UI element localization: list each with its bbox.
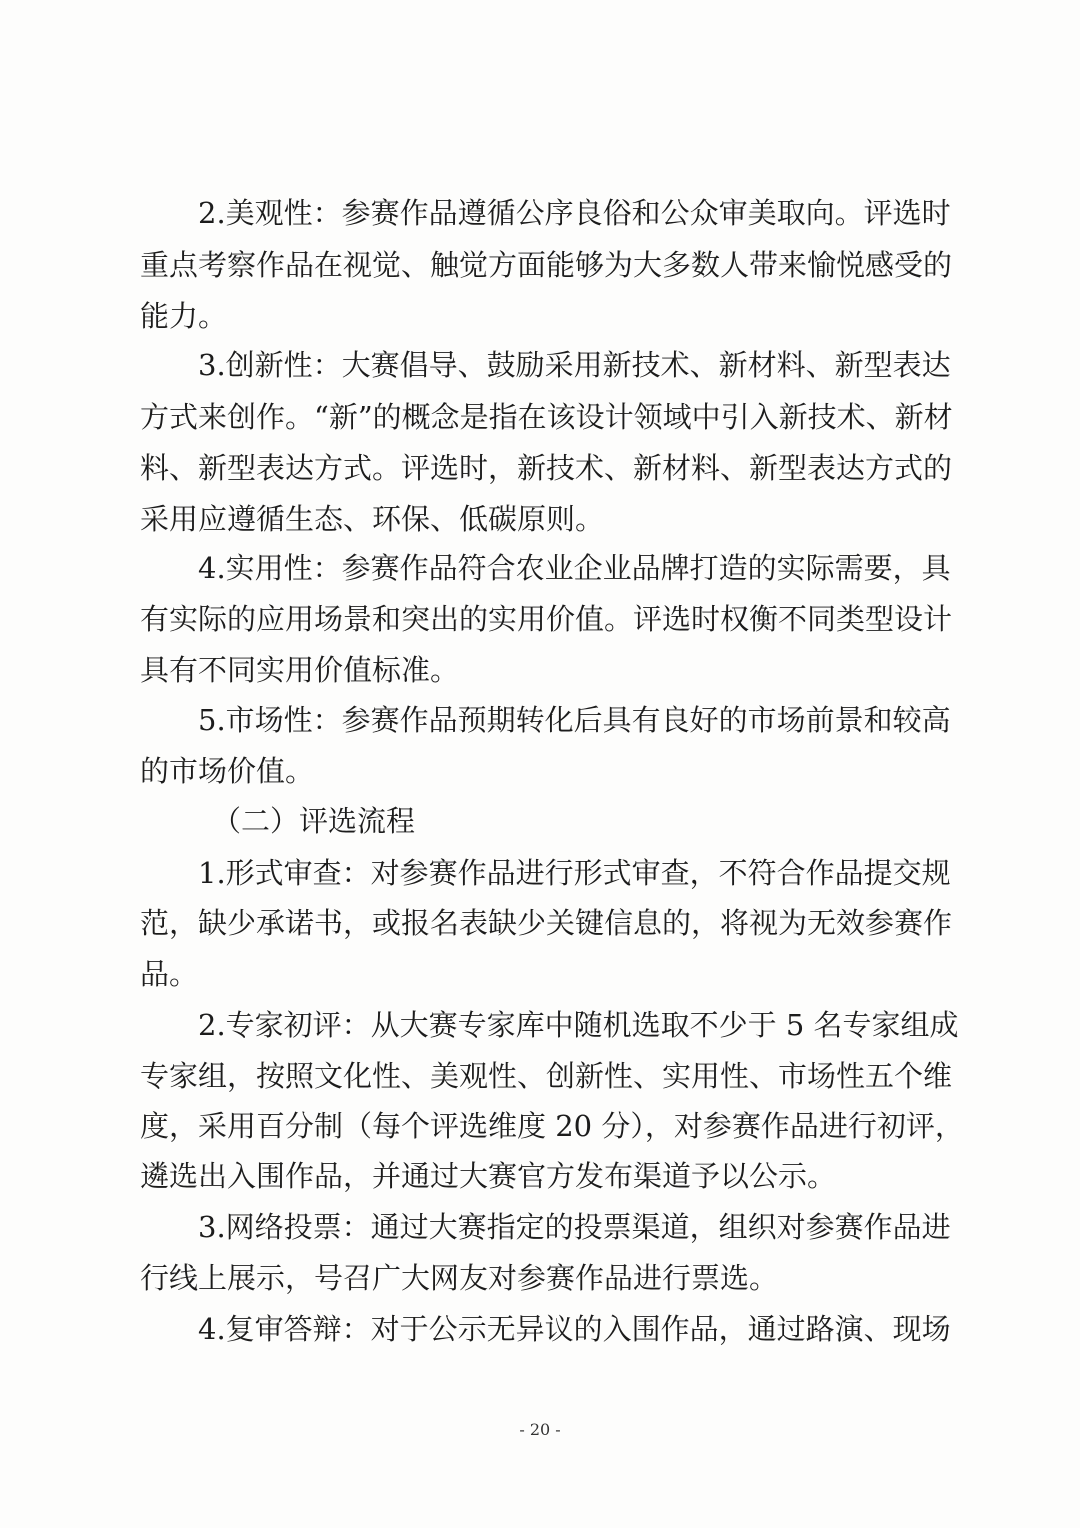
text-line: 4.复审答辩：对于公示无异议的入围作品，通过路演、现场 [198, 1312, 951, 1346]
text-line: 料、新型表达方式。评选时，新技术、新材料、新型表达方式的 [140, 451, 953, 485]
text-line: 3.创新性：大赛倡导、鼓励采用新技术、新材料、新型表达 [198, 348, 951, 382]
text-line: 有实际的应用场景和突出的实用价值。评选时权衡不同类型设计 [140, 602, 953, 636]
text-line: 4.实用性：参赛作品符合农业企业品牌打造的实际需要，具 [198, 551, 951, 585]
text-line: 重点考察作品在视觉、触觉方面能够为大多数人带来愉悦感受的 [140, 248, 953, 282]
text-line: 遴选出入围作品，并通过大赛官方发布渠道予以公示。 [140, 1159, 837, 1193]
text-line: 3.网络投票：通过大赛指定的投票渠道，组织对参赛作品进 [198, 1210, 951, 1244]
text-line: 行线上展示，号召广大网友对参赛作品进行票选。 [140, 1261, 779, 1295]
text-line: 能力。 [140, 299, 228, 333]
page-number: - 20 - [519, 1420, 561, 1439]
text-line: 5.市场性：参赛作品预期转化后具有良好的市场前景和较高 [198, 703, 951, 737]
text-line: 品。 [140, 957, 199, 991]
text-line: 的市场价值。 [140, 754, 315, 788]
section-heading: （二）评选流程 [212, 804, 416, 838]
text-line: 2.专家初评：从大赛专家库中随机选取不少于 5 名专家组成 [198, 1008, 959, 1042]
text-line: 具有不同实用价值标准。 [140, 653, 460, 687]
text-line: 1.形式审查：对参赛作品进行形式审查，不符合作品提交规 [198, 856, 951, 890]
text-line: 2.美观性：参赛作品遵循公序良俗和公众审美取向。评选时 [198, 196, 951, 230]
text-line: 范，缺少承诺书，或报名表缺少关键信息的，将视为无效参赛作 [140, 906, 953, 940]
text-line: 度，采用百分制（每个评选维度 20 分），对参赛作品进行初评， [140, 1109, 964, 1143]
text-line: 方式来创作。“新”的概念是指在该设计领域中引入新技术、新材 [140, 400, 953, 434]
text-line: 采用应遵循生态、环保、低碳原则。 [140, 502, 605, 536]
text-line: 专家组，按照文化性、美观性、创新性、实用性、市场性五个维 [140, 1059, 953, 1093]
